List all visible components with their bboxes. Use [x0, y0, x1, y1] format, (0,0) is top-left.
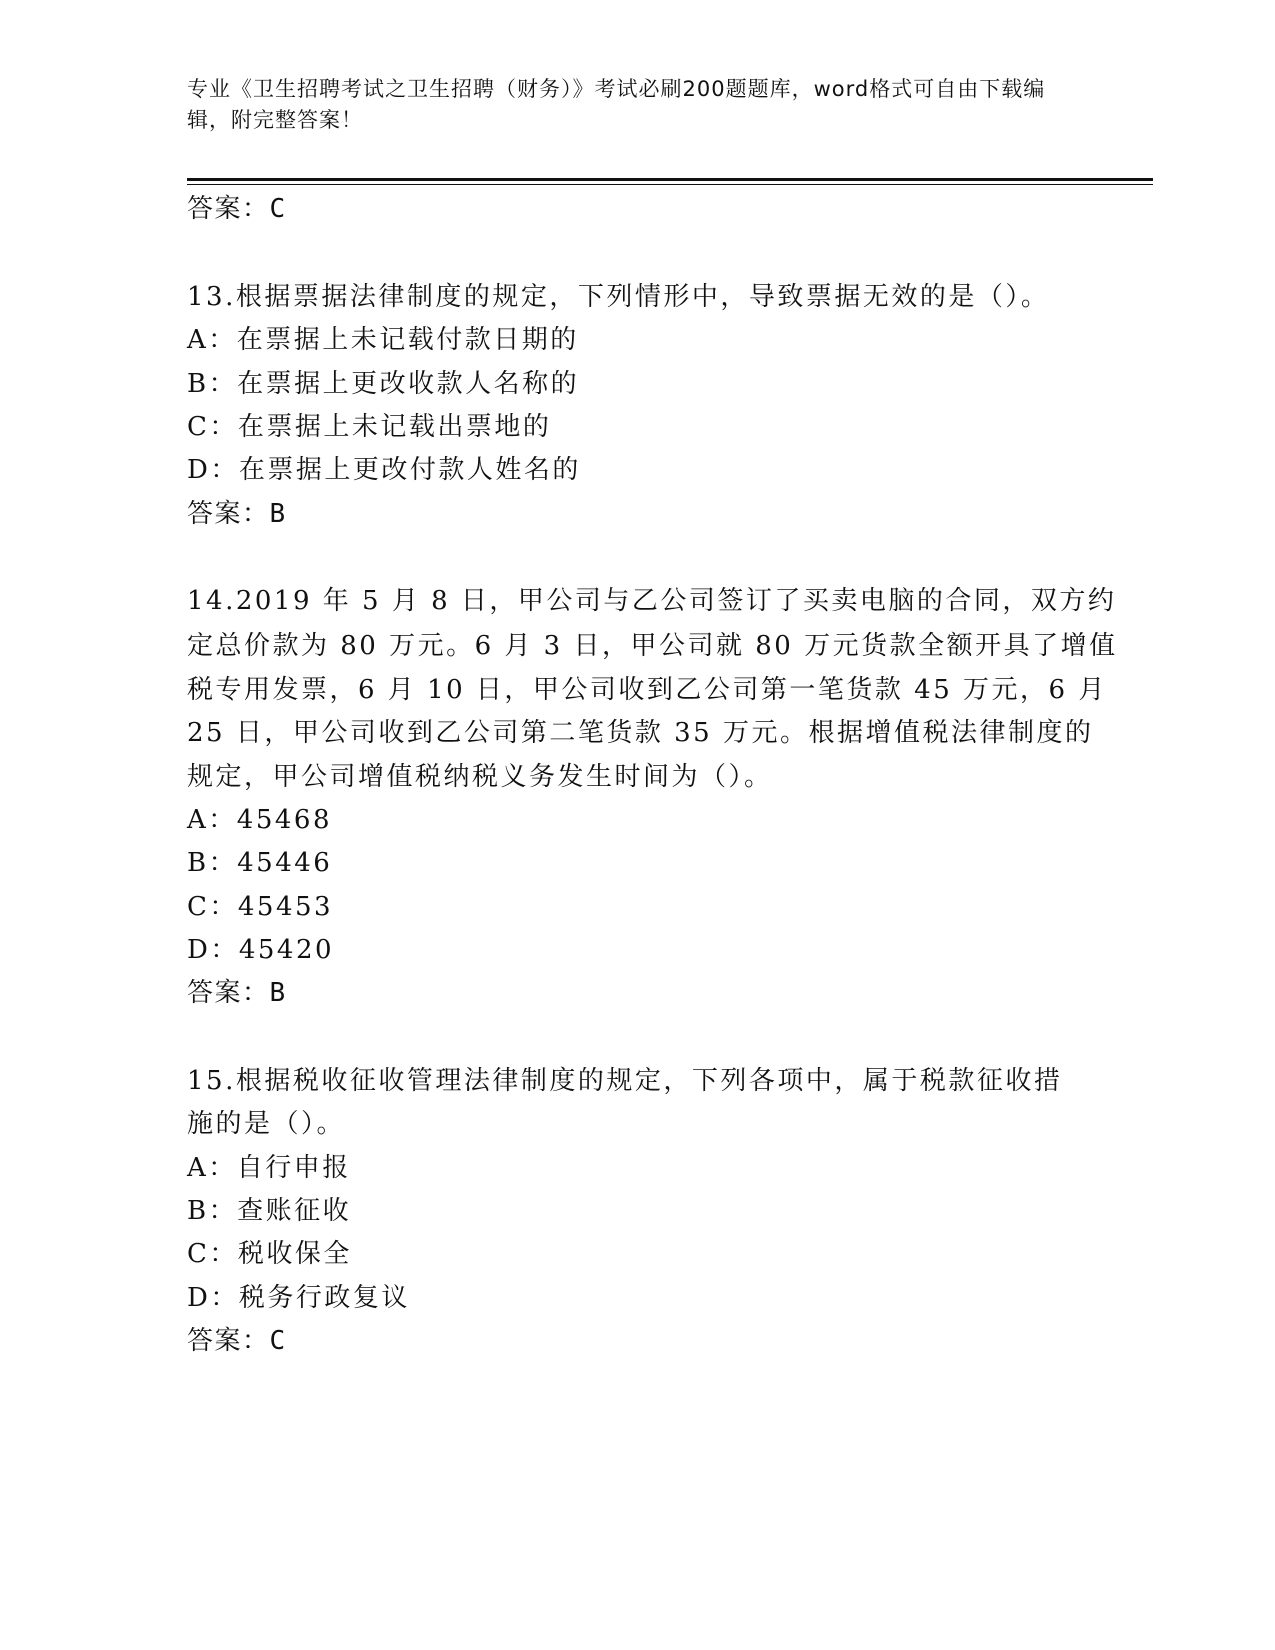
- answer-value: B: [269, 499, 287, 529]
- question-13-option-c: C：在票据上未记载出票地的: [187, 412, 552, 442]
- answer-value: B: [269, 978, 287, 1008]
- answer-label: 答案：: [187, 1326, 270, 1356]
- question-15-stem-line-2: 施的是（）。: [187, 1109, 346, 1139]
- question-14-option-b: B：45446: [187, 848, 333, 878]
- question-15-option-b: B：查账征收: [187, 1196, 352, 1226]
- question-14-stem-line-3: 税专用发票，6 月 10 日，甲公司收到乙公司第一笔货款 45 万元，6 月: [187, 675, 1107, 705]
- header-rule-thick: [187, 178, 1153, 181]
- question-14-option-d: D：45420: [187, 935, 335, 965]
- question-14-option-a: A：45468: [187, 805, 332, 835]
- answer-label: 答案：: [187, 499, 270, 529]
- document-header: 专业《卫生招聘考试之卫生招聘（财务）》考试必刷200题题库，word格式可自由下载编辑，附完整答案！: [187, 77, 1046, 132]
- question-15-stem-line-1: 15.根据税收征收管理法律制度的规定，下列各项中，属于税款征收措: [187, 1066, 1063, 1096]
- answer-label: 答案：: [187, 194, 270, 224]
- question-13-stem: 13.根据票据法律制度的规定，下列情形中，导致票据无效的是（）。: [187, 282, 1050, 312]
- question-14-stem-line-5: 规定，甲公司增值税纳税义务发生时间为（）。: [187, 762, 773, 792]
- question-14-stem-line-1: 14.2019 年 5 月 8 日，甲公司与乙公司签订了买卖电脑的合同，双方约: [187, 586, 1117, 616]
- question-15-option-c: C：税收保全: [187, 1239, 352, 1269]
- question-13-answer: [187, 496, 287, 532]
- question-15-answer: [187, 1323, 287, 1359]
- question-15-option-a: A：自行申报: [187, 1153, 351, 1183]
- answer-line: [187, 191, 287, 227]
- answer-value: C: [269, 1326, 287, 1356]
- question-13-option-b: B：在票据上更改收款人名称的: [187, 369, 580, 399]
- question-13-option-d: D：在票据上更改付款人姓名的: [187, 455, 581, 485]
- question-14-stem-line-4: 25 日，甲公司收到乙公司第二笔货款 35 万元。根据增值税法律制度的: [187, 718, 1094, 748]
- answer-value: C: [269, 194, 287, 224]
- answer-label: 答案：: [187, 978, 270, 1008]
- question-14-option-c: C：45453: [187, 892, 334, 922]
- question-14-stem-line-2: 定总价款为 80 万元。6 月 3 日，甲公司就 80 万元货款全额开具了增值: [187, 631, 1118, 661]
- question-14-answer: [187, 975, 287, 1011]
- header-rule-thin: [187, 184, 1153, 185]
- question-15-option-d: D：税务行政复议: [187, 1283, 410, 1313]
- question-13-option-a: A：在票据上未记载付款日期的: [187, 325, 579, 355]
